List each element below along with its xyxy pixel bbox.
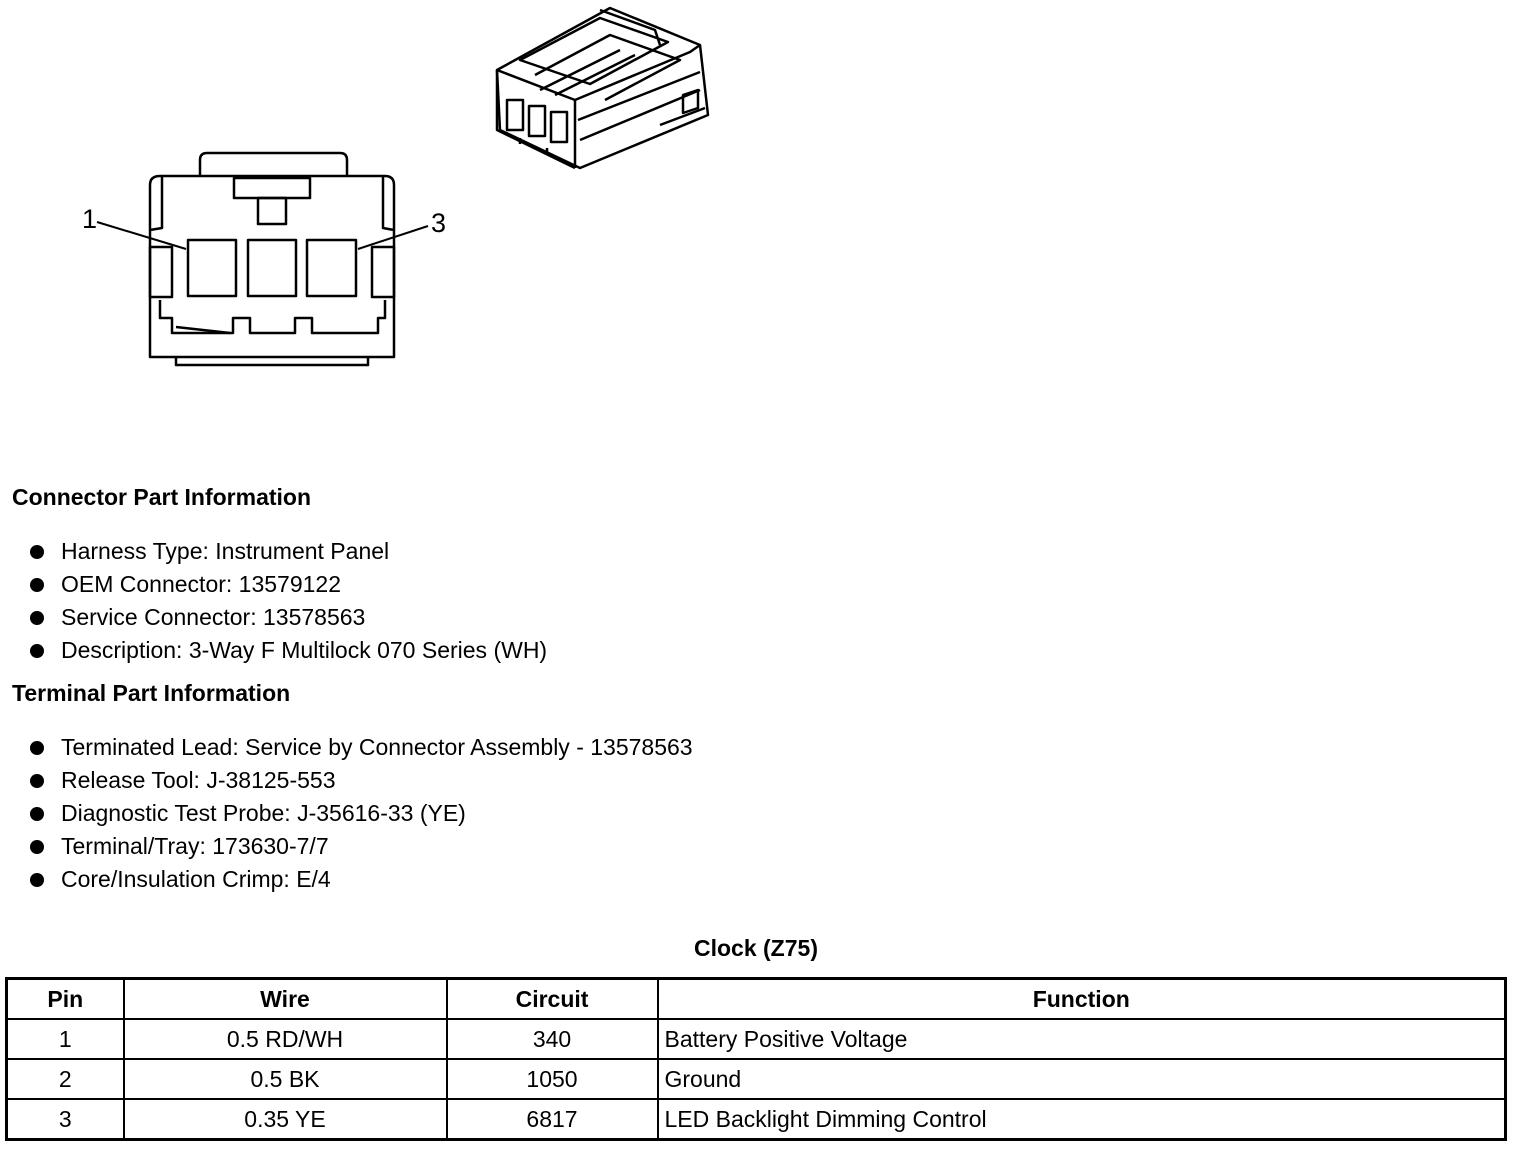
list-item: Description: 3-Way F Multilock 070 Series (WH) xyxy=(30,634,547,667)
connector-face-view xyxy=(150,153,394,365)
cell-pin: 2 xyxy=(7,1059,124,1099)
column-header-wire: Wire xyxy=(124,979,447,1020)
cell-circuit: 340 xyxy=(447,1019,658,1059)
cell-circuit: 6817 xyxy=(447,1099,658,1140)
column-header-pin: Pin xyxy=(7,979,124,1020)
list-item: Release Tool: J-38125-553 xyxy=(30,764,693,797)
table-row xyxy=(7,1059,1506,1099)
connector-info-heading: Connector Part Information xyxy=(12,484,312,510)
cell-wire: 0.5 BK xyxy=(124,1059,447,1099)
list-item: Harness Type: Instrument Panel xyxy=(30,535,547,568)
list-item: Core/Insulation Crimp: E/4 xyxy=(30,863,693,896)
pin-3-label: 3 xyxy=(431,208,447,238)
table-row xyxy=(7,1099,1506,1140)
cell-function: LED Backlight Dimming Control xyxy=(658,1099,1506,1140)
table-row xyxy=(7,1019,1506,1059)
pin-1-label: 1 xyxy=(82,204,98,234)
cell-pin: 1 xyxy=(7,1019,124,1059)
list-item: Service Connector: 13578563 xyxy=(30,601,547,634)
list-item: Diagnostic Test Probe: J-35616-33 (YE) xyxy=(30,797,693,830)
table-header-row xyxy=(7,979,1506,1020)
connector-diagram xyxy=(0,0,1520,470)
list-item: Terminated Lead: Service by Connector Assembly - 13578563 xyxy=(30,731,693,764)
table-title: Clock (Z75) xyxy=(694,935,818,961)
list-item: OEM Connector: 13579122 xyxy=(30,568,547,601)
terminal-info-list xyxy=(30,731,693,896)
list-item: Terminal/Tray: 173630-7/7 xyxy=(30,830,693,863)
connector-3d-view xyxy=(497,8,708,168)
pin-table xyxy=(5,977,1507,1141)
cell-wire: 0.5 RD/WH xyxy=(124,1019,447,1059)
cell-pin: 3 xyxy=(7,1099,124,1140)
cell-circuit: 1050 xyxy=(447,1059,658,1099)
connector-info-list xyxy=(30,535,547,667)
cell-function: Ground xyxy=(658,1059,1506,1099)
cell-function: Battery Positive Voltage xyxy=(658,1019,1506,1059)
cell-wire: 0.35 YE xyxy=(124,1099,447,1140)
column-header-circuit: Circuit xyxy=(447,979,658,1020)
column-header-function: Function xyxy=(658,979,1506,1020)
terminal-info-heading: Terminal Part Information xyxy=(12,680,291,706)
